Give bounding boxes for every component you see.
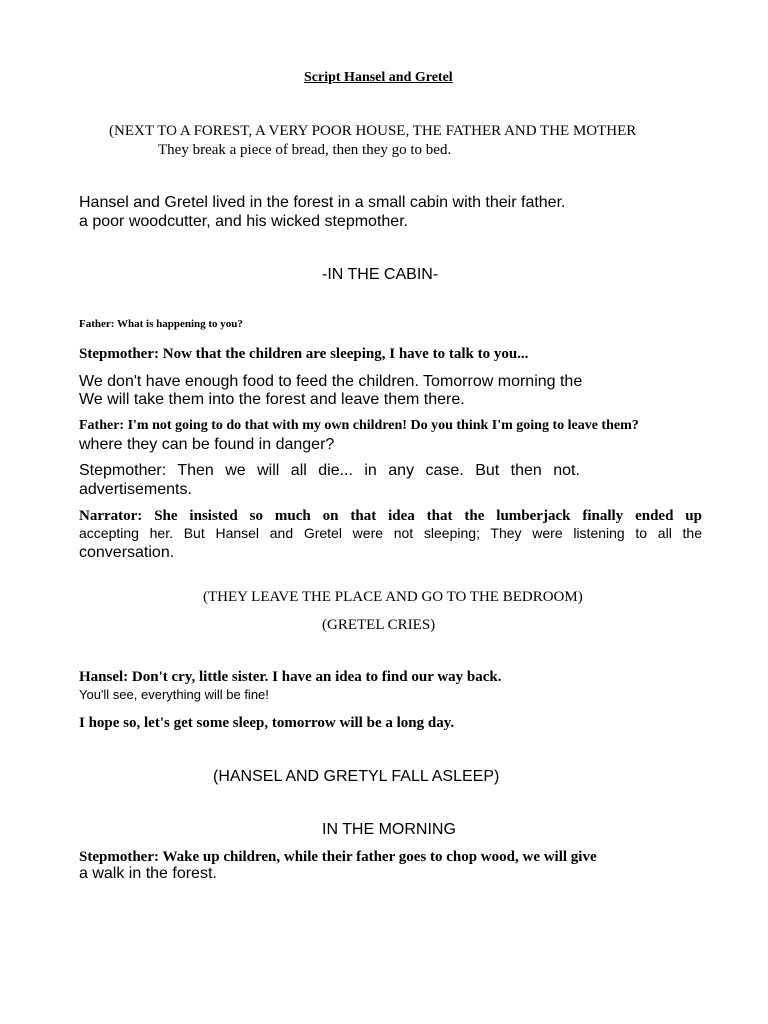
page-title: Script Hansel and Gretel [304, 70, 453, 85]
gretel-line: I hope so, let's get some sleep, tomorrow will be a long day. [79, 715, 455, 731]
stage-direction-gretel-cries: (GRETEL CRIES) [322, 617, 436, 633]
scene-heading-cabin: -IN THE CABIN- [322, 266, 439, 283]
narrator-line-3: conversation. [79, 544, 175, 561]
intro-line1: Hansel and Gretel lived in the forest in a small cabin with their father. [79, 194, 566, 211]
stage-direction-fall-asleep: (HANSEL AND GRETYL FALL ASLEEP) [213, 768, 500, 785]
stage-direction-bedroom: (THEY LEAVE THE PLACE AND GO TO THE BEDROOM) [203, 589, 583, 605]
scene-heading-morning: IN THE MORNING [322, 821, 456, 838]
father-line-2a: Father: I'm not going to do that with my own children! Do you think I'm going to leave them? [79, 418, 639, 433]
father-line-1: Father: What is happening to you? [79, 318, 243, 330]
stepmother-line-3a: Stepmother: Wake up children, while their father goes to chop wood, we will give [79, 849, 597, 865]
stepmother-line-1b-1: We don't have enough food to feed the children. Tomorrow morning the [79, 373, 583, 390]
intro-line2: a poor woodcutter, and his wicked stepmother. [79, 213, 409, 230]
hansel-line-1: Hansel: Don't cry, little sister. I have an idea to find our way back. [79, 669, 502, 685]
stepmother-line-2a: Stepmother: Then we will all die... in any case. But then not. [79, 462, 580, 479]
narrator-line-2: accepting her. But Hansel and Gretel were not sleeping; They were listening to all the [79, 525, 702, 541]
stage-direction-forest-line2: They break a piece of bread, then they go to bed. [158, 142, 452, 158]
hansel-line-2: You'll see, everything will be fine! [79, 687, 269, 702]
stepmother-line-3b: a walk in the forest. [79, 865, 217, 882]
stepmother-line-2b: advertisements. [79, 481, 192, 498]
father-line-2b: where they can be found in danger? [79, 436, 335, 453]
narrator-line-1: Narrator: She insisted so much on that idea that the lumberjack finally ended up [79, 508, 702, 524]
stepmother-line-1b-2: We will take them into the forest and leave them there. [79, 391, 465, 408]
stage-direction-forest-line1: (NEXT TO A FOREST, A VERY POOR HOUSE, THE FATHER AND THE MOTHER [109, 123, 637, 139]
stepmother-line-1: Stepmother: Now that the children are sleeping, I have to talk to you... [79, 346, 529, 362]
